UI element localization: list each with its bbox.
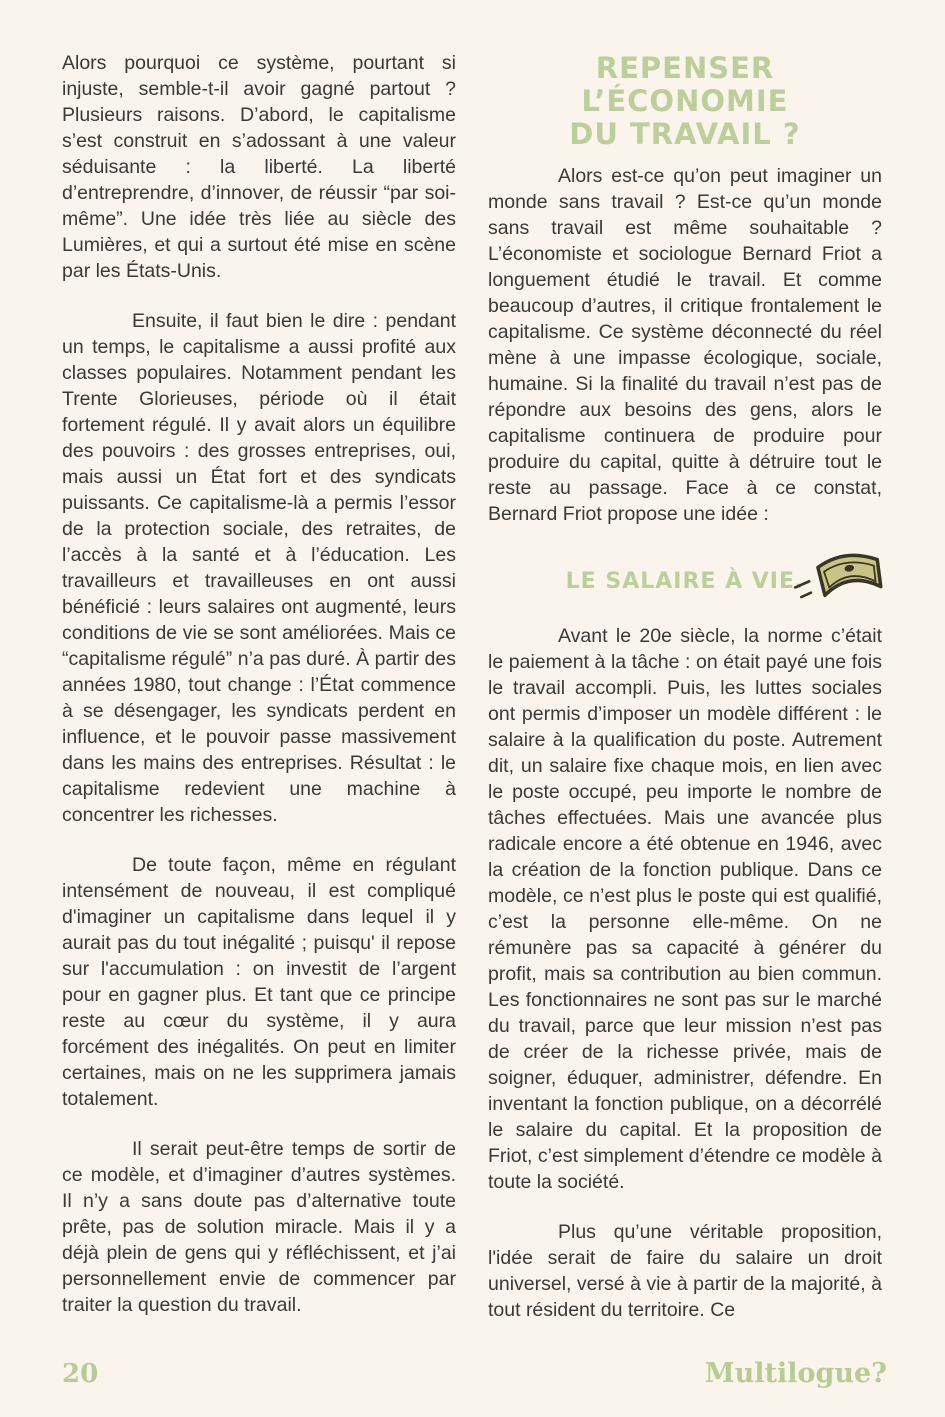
left-column xyxy=(62,50,456,1347)
subheading-row xyxy=(488,551,882,613)
flying-banknote-icon xyxy=(790,545,886,609)
paragraph: Alors est-ce qu’on peut imaginer un monde sans travail ? Est-ce qu’un monde sans travail est même souhaitable ? L’économiste et sociologue Bernard Friot a longuement étudié le travail. Et comme beaucoup d’autres, il critique frontalement le capitalisme. Ce système déconnecté du réel mène à une impasse écologique, sociale, humaine. Si la finalité du travail n’est pas de répondre aux besoins des gens, alors le capitalisme continuera de produire pour produire du capital, quitte à détruire tout le reste au passage. Face à ce constat, Bernard Friot propose une idée : xyxy=(488,165,882,525)
paragraph: Ensuite, il faut bien le dire : pendant un temps, le capitalisme a aussi profité aux classes populaires. Notamment pendant les Trente Glorieuses, période où il était fortement régulé. Il y avait alors un équilibre des pouvoirs : des grosses entreprises, oui, mais aussi un État fort et des syndicats puissants. Ce capitalisme-là a permis l’essor de la protection sociale, des retraites, de l’accès à la santé et à l’éducation. Les travailleurs et travailleuses en ont aussi bénéficié : leurs salaires ont augmenté, leurs conditions de vie se sont améliorées. Mais ce “capitalisme régulé” n’a pas duré. À partir des années 1980, tout change : l’État commence à se désengager, les syndicats perdent en influence, et le pouvoir passe massivement dans les mains des entreprises. Résultat : le capitalisme redevient une machine à concentrer les richesses. xyxy=(62,310,456,826)
paragraph: Il serait peut-être temps de sortir de ce modèle, et d’imaginer d’autres systèmes. Il n’y a sans doute pas d’alternative toute prête, pas de solution miracle. Mais il y a déjà plein de gens qui y réfléchissent, et j’ai personnellement envie de commencer par traiter la question du travail. xyxy=(62,1138,456,1316)
section-subheading: LE SALAIRE À VIE. xyxy=(565,569,805,594)
page-number: 20 xyxy=(62,1359,99,1389)
paragraph: Avant le 20e siècle, la norme c’était le paiement à la tâche : on était payé une fois le travail accompli. Puis, les luttes sociales ont permis d’imposer un modèle différent : le salaire à la qualification du poste. Autrement dit, un salaire fixe chaque mois, en lien avec le poste occupé, peu importe le nombre de tâches effectuées. Mais une avancée plus radicale encore a été obtenue en 1946, avec la création de la fonction publique. Dans ce modèle, ce n’est plus le poste qui est qualifié, c’est la personne elle-même. On ne rémunère pas sa capacité à générer du profit, mais sa contribution au bien commun. Les fonctionnaires ne sont pas sur le marché du travail, parce que leur mission n’est pas de créer de la richesse privée, mais de soigner, éduquer, administrer, défendre. En inventant la fonction publique, on a décorrélé le salaire du capital. Et la proposition de Friot, c’est simplement d’étendre ce modèle à toute la société. xyxy=(488,625,882,1193)
magazine-title: Multilogue? xyxy=(704,1358,887,1389)
section-heading-line2: DU TRAVAIL ? xyxy=(569,117,801,151)
paragraph: Alors pourquoi ce système, pourtant si injuste, semble-t-il avoir gagné partout ? Plusieurs raisons. D’abord, le capitalisme s’est construit en s’adossant à une valeur séduisante : la liberté. La liberté d’entreprendre, d’innover, de réussir “par soi-même”. Une idée très liée au siècle des Lumières, et qui a surtout été mise en scène par les États-Unis. xyxy=(62,52,456,282)
page-footer xyxy=(62,1358,887,1389)
section-heading-line1: REPENSER L’ÉCONOMIE xyxy=(581,51,789,118)
paragraph: De toute façon, même en régulant intensément de nouveau, il est compliqué d'imaginer un capitalisme dans lequel il y aurait pas du tout inégalité ; puisqu' il repose sur l'accumulation : on investit de l’argent pour en gagner plus. Et tant que ce principe reste au cœur du système, il y aura forcément des inégalités. On peut en limiter certaines, mais on ne les supprimera jamais totalement. xyxy=(62,854,456,1110)
paragraph: Plus qu’une véritable proposition, l'idée serait de faire du salaire un droit universel, versé à vie à partir de la majorité, à tout résident du territoire. Ce xyxy=(488,1221,882,1321)
right-column xyxy=(488,50,882,1347)
section-heading xyxy=(488,52,882,151)
